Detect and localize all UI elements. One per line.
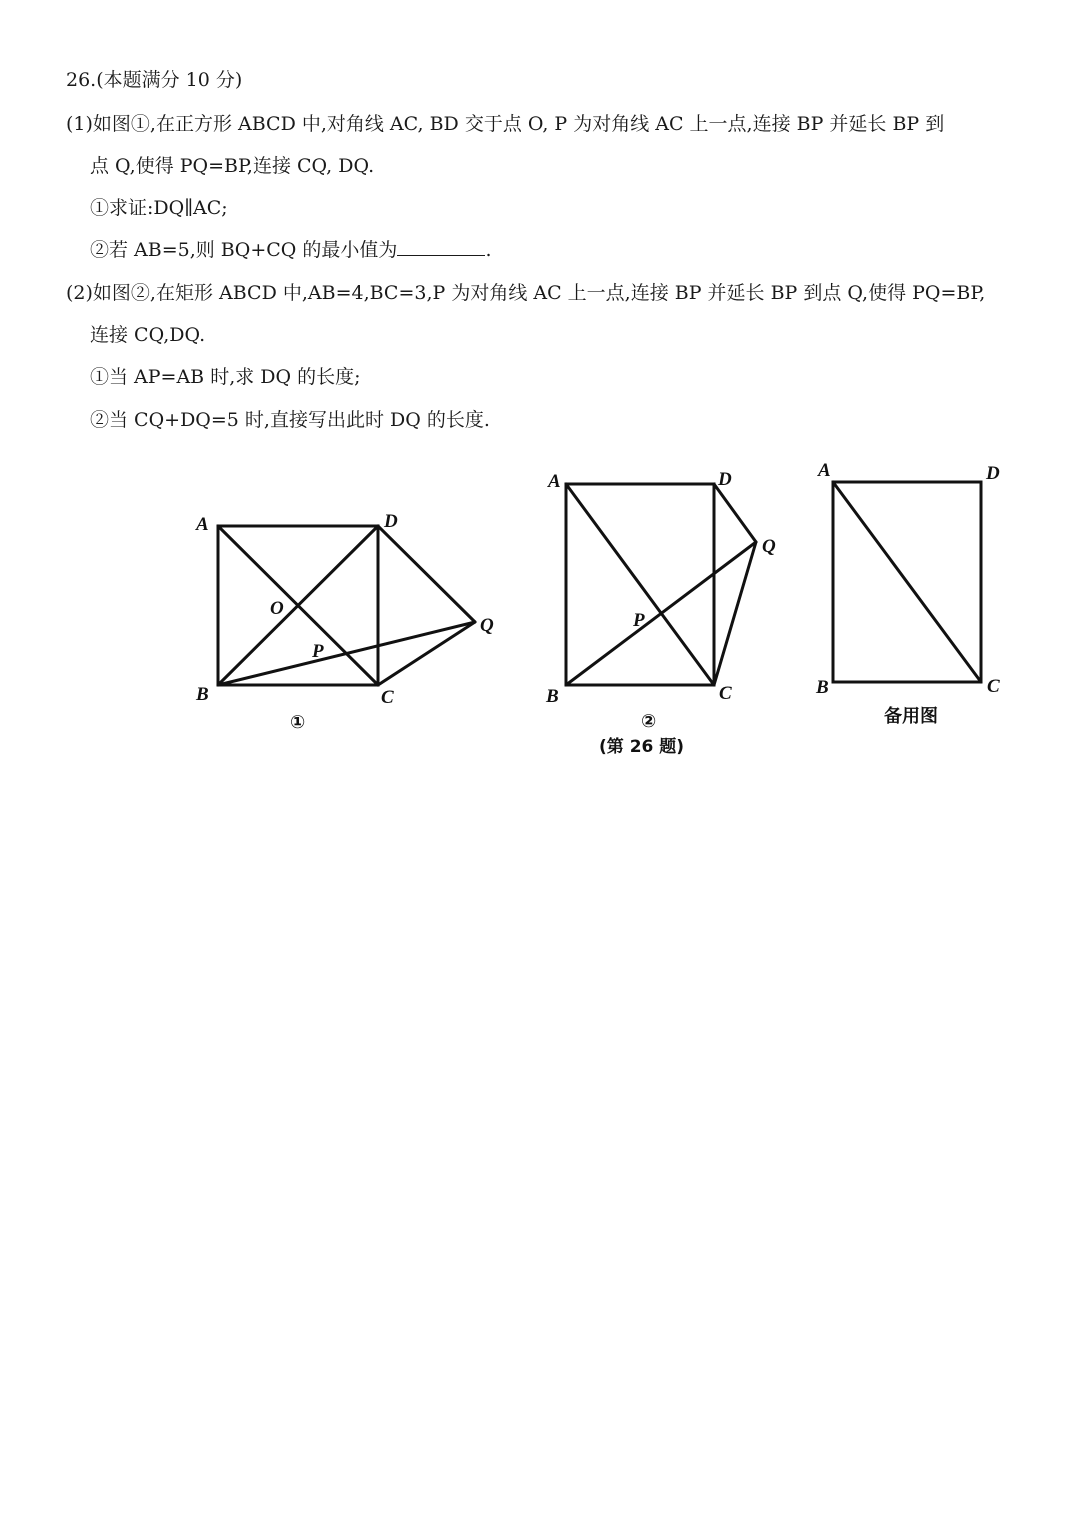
fig2-label-a: A	[548, 471, 561, 492]
fig3-label-d: D	[986, 463, 1000, 484]
fig1-label-q: Q	[480, 615, 494, 636]
figure-3	[815, 460, 1000, 727]
figure-caption: (第 26 题)	[599, 737, 685, 757]
part2-statement-line2: 连接 CQ,DQ.	[90, 324, 206, 346]
fig2-label-p: P	[633, 610, 645, 631]
part1-question2-text: ②若 AB=5,则 BQ+CQ 的最小值为	[90, 239, 398, 261]
fig2-label-d: D	[718, 469, 732, 490]
fig2-label-q: Q	[762, 536, 776, 557]
fig1-label-o: O	[270, 598, 284, 619]
part1-question2-end: .	[485, 239, 492, 261]
figure-2	[545, 469, 776, 757]
fig1-label-p: P	[312, 641, 324, 662]
fig3-diagonal-ac	[833, 482, 981, 682]
part1-statement-line2: 点 Q,使得 PQ=BP,连接 CQ, DQ.	[90, 155, 375, 177]
fig3-label-b: B	[816, 677, 829, 698]
fig1-segment-cq	[378, 622, 475, 685]
fig2-caption: ②	[641, 711, 657, 732]
fig2-segment-cq	[714, 542, 756, 685]
fig1-label-c: C	[381, 687, 394, 708]
fig2-label-c: C	[719, 683, 732, 704]
problem-number: 26.(本题满分 10 分)	[66, 69, 243, 91]
fig2-segment-dq	[714, 484, 756, 542]
fig1-caption: ①	[290, 712, 306, 733]
fig3-caption: 备用图	[884, 706, 938, 727]
fig3-label-c: C	[987, 676, 1000, 697]
part1-statement-line1: (1)如图①,在正方形 ABCD 中,对角线 AC, BD 交于点 O, P 为对角线 AC 上一点,连接 BP 并延长 BP 到	[66, 113, 945, 135]
part1-question1: ①求证:DQ∥AC;	[90, 197, 228, 219]
fig1-label-d: D	[384, 511, 398, 532]
fig2-segment-bq	[566, 542, 756, 685]
part2-question1: ①当 AP=AB 时,求 DQ 的长度;	[90, 366, 361, 388]
fig3-label-a: A	[818, 460, 831, 481]
figure-1	[195, 511, 494, 733]
fig2-label-b: B	[546, 686, 559, 707]
part2-question2: ②当 CQ+DQ=5 时,直接写出此时 DQ 的长度.	[90, 409, 490, 431]
fig1-segment-dq	[378, 526, 475, 622]
fig2-diagonal-ac	[566, 484, 714, 685]
fig1-segment-bq	[218, 622, 475, 685]
fig1-label-a: A	[196, 514, 209, 535]
fig1-label-b: B	[196, 684, 209, 705]
part2-statement-line1: (2)如图②,在矩形 ABCD 中,AB=4,BC=3,P 为对角线 AC 上一点,连接 BP 并延长 BP 到点 Q,使得 PQ=BP,	[66, 282, 986, 304]
